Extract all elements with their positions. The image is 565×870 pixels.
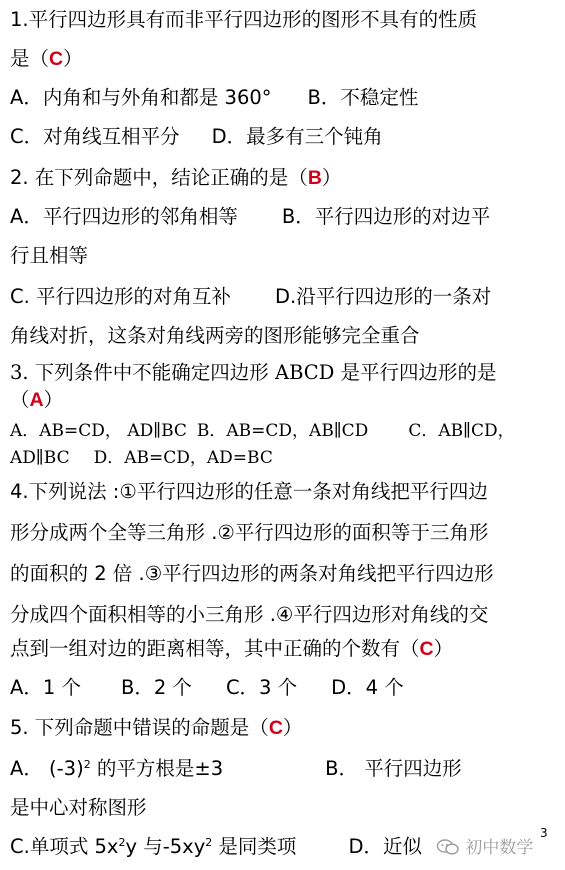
- q2-options-cd: [10, 285, 561, 309]
- q2-paren: ）: [321, 166, 342, 189]
- q1-paren: ）: [63, 47, 83, 70]
- q5-answer: C: [268, 717, 283, 739]
- q3-stem: 3. 下列条件中不能确定四边形 ABCD 是平行四边形的是: [10, 361, 497, 384]
- q2-option-a: A．平行四边形的邻角相等: [10, 205, 238, 228]
- q1-stem-tail: 是（: [10, 47, 50, 70]
- q2-option-b-cont: [10, 244, 561, 268]
- q5-option-d: D．近似: [348, 835, 422, 858]
- q4-stem-2: 形分成两个全等三角形 .②平行四边形的面积等于三角形: [10, 521, 489, 544]
- q2-option-b-tail: 行且相等: [10, 244, 89, 267]
- q3-paren-close: ）: [43, 388, 64, 411]
- q2-options-ab: [10, 205, 561, 229]
- q4-line1: [10, 480, 561, 504]
- watermark-text: 初中数学: [465, 838, 534, 858]
- q3-option-c: C．AB∥CD，: [408, 421, 515, 441]
- q2-option-d-tail: 角线对折，这条对角线两旁的图形能够完全重合: [10, 324, 420, 347]
- q3-options-cd: [10, 446, 561, 470]
- q3-paren-open: （: [10, 388, 30, 411]
- q1-option-d: D．最多有三个钝角: [211, 125, 383, 148]
- q1-answer: C: [49, 48, 64, 70]
- watermark: [436, 833, 533, 858]
- q4-line3: [10, 562, 561, 586]
- q2-option-d: D.沿平行四边形的一条对: [275, 285, 492, 308]
- q3-option-c-tail: AD∥BC: [10, 448, 70, 468]
- q1-option-a: A．内角和与外角和都是 360°: [10, 86, 272, 109]
- q4-option-c: C．3 个: [225, 676, 298, 699]
- q4-options: [10, 676, 561, 700]
- q3-options-abc: [10, 419, 561, 443]
- q1-options-cd: [10, 125, 561, 149]
- q5-option-a-exponent: 2: [83, 758, 91, 771]
- q5-option-a: A． (-3): [10, 757, 84, 780]
- q1-line2: [10, 47, 561, 71]
- q1-option-c: C．对角线互相平分: [10, 125, 180, 148]
- q1-line1: [10, 8, 561, 32]
- q2-option-b: B．平行四边形的对边平: [281, 205, 491, 228]
- q5-option-c-exp1: 2: [118, 836, 126, 849]
- q5-stem-line: [10, 716, 561, 740]
- q2-stem: 2. 在下列命题中，结论正确的是（: [10, 166, 308, 189]
- q1-stem: 1.平行四边形具有而非平行四边形的图形不具有的性质: [10, 8, 478, 31]
- q5-options-ab: [10, 757, 561, 781]
- q4-option-b: B．2 个: [120, 676, 192, 699]
- q4-option-a: A．1 个: [10, 676, 81, 699]
- q5-option-d-digit: 3: [540, 826, 548, 840]
- q4-stem-3: 的面积的 2 倍 .③平行四边形的两条对角线把平行四边形: [10, 562, 494, 585]
- q2-answer: B: [307, 167, 322, 189]
- q2-stem-line: [10, 166, 561, 190]
- q3-stem-line: [10, 361, 561, 385]
- q2-option-c: C. 平行四边形的对角互补: [10, 285, 232, 308]
- q5-option-c-exp2: 2: [205, 836, 213, 849]
- q3-answer-line: [10, 388, 561, 412]
- q2-option-d-cont: [10, 324, 561, 348]
- q5-option-c-tail: 是同类项: [212, 835, 297, 858]
- q5-option-a-tail: 的平方根是±3: [90, 757, 224, 780]
- q4-line5: [10, 637, 561, 661]
- q3-option-d: D．AB=CD，AD=BC: [93, 448, 273, 468]
- q5-option-c-mid: y 与-5xy: [125, 835, 206, 858]
- q5-option-d-tail: [540, 826, 548, 840]
- q4-answer: C: [419, 638, 434, 660]
- q5-option-b-tail: 是中心对称图形: [10, 796, 147, 819]
- q5-option-b-cont: [10, 796, 561, 820]
- q4-option-d: D．4 个: [331, 676, 404, 699]
- q4-line4: [10, 603, 561, 627]
- q4-stem-1: 4.下列说法 :①平行四边形的任意一条对角线把平行四边: [10, 480, 488, 503]
- q5-option-c: C.单项式 5x: [10, 835, 119, 858]
- q4-line2: [10, 521, 561, 545]
- q3-answer: A: [29, 389, 44, 411]
- q3-option-a: A．AB=CD， AD∥BC: [10, 421, 187, 441]
- q1-options-ab: [10, 86, 561, 110]
- wechat-icon: [436, 839, 460, 855]
- q3-option-b: B．AB=CD，AB∥CD: [196, 421, 369, 441]
- q4-paren: ）: [433, 637, 454, 660]
- q1-option-b: B．不稳定性: [307, 86, 419, 109]
- q5-stem: 5. 下列命题中错误的命题是（: [10, 716, 269, 739]
- q4-stem-5: 点到一组对边的距离相等，其中正确的个数有（: [10, 637, 420, 660]
- q5-option-b: B． 平行四边形: [325, 757, 462, 780]
- q5-paren: ）: [282, 716, 303, 739]
- q4-stem-4: 分成四个面积相等的小三角形 .④平行四边形对角线的交: [10, 603, 489, 626]
